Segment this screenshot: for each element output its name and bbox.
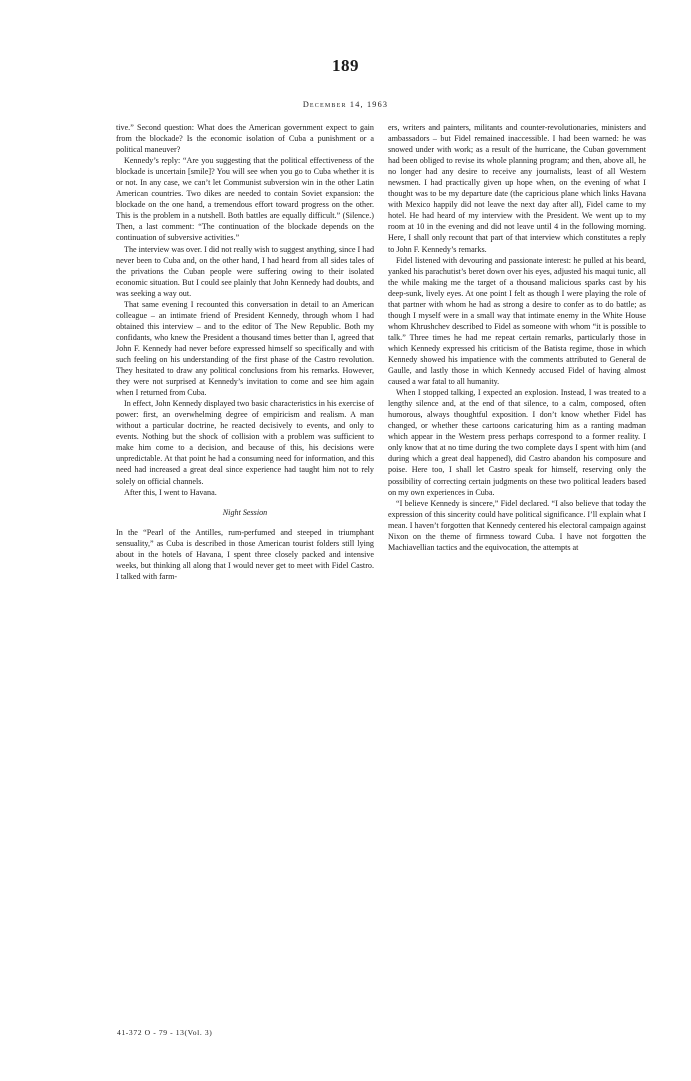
paragraph: After this, I went to Havana.: [124, 487, 217, 497]
paragraph: tive.” Second question: What does the American government expect to gain from the blockade? Is the economic isolation of Cuba a punishment or a political maneuver?: [116, 123, 374, 155]
paragraph: The interview was over. I did not really wish to suggest anything, since I had never been to Cuba and, on the other hand, I had heard from all sides tales of the privations the Cuban people were suffering owing to their isolated economic situation. But I could see plainly that John Kennedy had doubts, and was seeking a way out.: [116, 244, 375, 298]
paragraph: In the “Pearl of the Antilles, rum-perfumed and steeped in triumphant sensuality,” as Cuba is described in those American tourist folders still lying about in the hotels of Havana, I spent three closely packed and intensive weeks, but thinking all along that I would never get to meet with Fidel Castro. I talked with farm-: [116, 527, 374, 581]
paragraph: “I believe Kennedy is sincere,” Fidel declared. “I also believe that today the expression of this sincerity could have political significance. I’ll explain what I mean. I haven’t forgotten that Kennedy centered his electoral campaign against Nixon on the theme of firmness toward Cuba. I have not forgotten the Machiavellian tactics and the equivocation, the attempts at: [388, 498, 646, 552]
page-number: 189: [332, 56, 359, 75]
paragraph: Fidel listened with devouring and passionate interest: he pulled at his beard, yanked his parachutist’s beret down over his eyes, adjusted his maqui tunic, all the while making me the target of a thousand malicious sparks cast by his deep-sunk, lively eyes. At one point I felt as though I were playing the role of that partner with whom he had as strong a desire to confer as to do battle; as though I myself were in a small way that intimate enemy in the White House whom Khrushchev described to Fidel as someone with whom “it is possible to talk.” Three times he had me repeat certain remarks, particularly those in which Kennedy expressed his criticism of the Batista regime, those in which Kennedy showed his impatience with the comments attributed to General de Gaulle, and lastly those in which Kennedy accused Fidel of having almost caused a war fatal to all humanity.: [388, 255, 646, 387]
paragraph: That same evening I recounted this conversation in detail to an American colleague – an intimate friend of President Kennedy, through whom I had obtained this interview – and to the editor of The New Republic. Both my confidants, who knew the President a thousand times better than I, agreed that John F. Kennedy had never before expressed himself so specifically and with such feeling on his understanding of the first phase of the Castro revolution. They hesitated to draw any political conclusions from his remarks. However, they were not surprised at Kennedy’s invitation to come and see him again when I returned from Cuba.: [116, 299, 374, 398]
section-heading: Night Session: [222, 507, 268, 517]
paragraph: In effect, John Kennedy displayed two basic characteristics in his exercise of power: first, an overwhelming degree of empiricism and realism. A man without a particular doctrine, he reacted decisively to events, and only to events. Nothing but the shock of collision with a problem was sufficient to make him come to a decision, and because of this, his decisions were unpredictable. At that point he had a consuming need for information, and this need had increased a great deal since experience had taught him not to rely solely on official channels.: [116, 399, 374, 486]
paragraph: Kennedy’s reply: “Are you suggesting that the political effectiveness of the blockade is uncertain [smile]? You will see when you go to Cuba whether it is or not. In any case, we can’t let Communist subversion win in the other Latin American countries. Two dikes are needed to contain Soviet expansion: the blockade on the one hand, a tremendous effort toward progress on the other. This is the problem in a nutshell. Both battles are equally difficult.” (Silence.) Then, a last comment: “The continuation of the blockade depends on the continuation of subversive activities.”: [116, 156, 374, 243]
footer-code: 41-372 O - 79 - 13(Vol. 3): [117, 1028, 213, 1037]
paragraph: When I stopped talking, I expected an explosion. Instead, I was treated to a lengthy silence and, at the end of that silence, to a calm, composed, often humorous, always thoughtful exposition. I don’t know whether Fidel has changed, or whether these cartoons caricaturing him as a ranting madman which appear in the Western press perhaps correspond to a former reality. I only know that at no time during the two complete days I spent with him (and during which a great deal happened), did Castro abandon his composure and poise. Here too, I shall let Castro speak for himself, reserving only the possibility of correcting certain judgments on these two political leaders based on my own experiences in Cuba.: [388, 388, 646, 497]
right-column: [388, 122, 646, 553]
running-head: December 14, 1963: [302, 100, 389, 109]
paragraph: ers, writers and painters, militants and counter-revolutionaries, ministers and ambassadors – but Fidel remained inaccessible. I had been warned: he was snowed under with work; as a result of the hurricane, the Cuban government had been obliged to revise its whole planning program; and then, above all, he no longer had any desire to receive any journalists, least of all Western newsmen. I had practically given up hope when, on the evening of what I thought was to be my departure date (the capricious plane which links Havana with Mexico happily did not leave the next day after all), Fidel came to my hotel. He had heard of my interview with the President. We went up to my room at 10 in the evening and did not leave until 4 in the following morning. Here, I shall only recount that part of that interview which constitutes a reply to John F. Kennedy’s remarks.: [388, 123, 646, 254]
left-column: [116, 122, 374, 582]
